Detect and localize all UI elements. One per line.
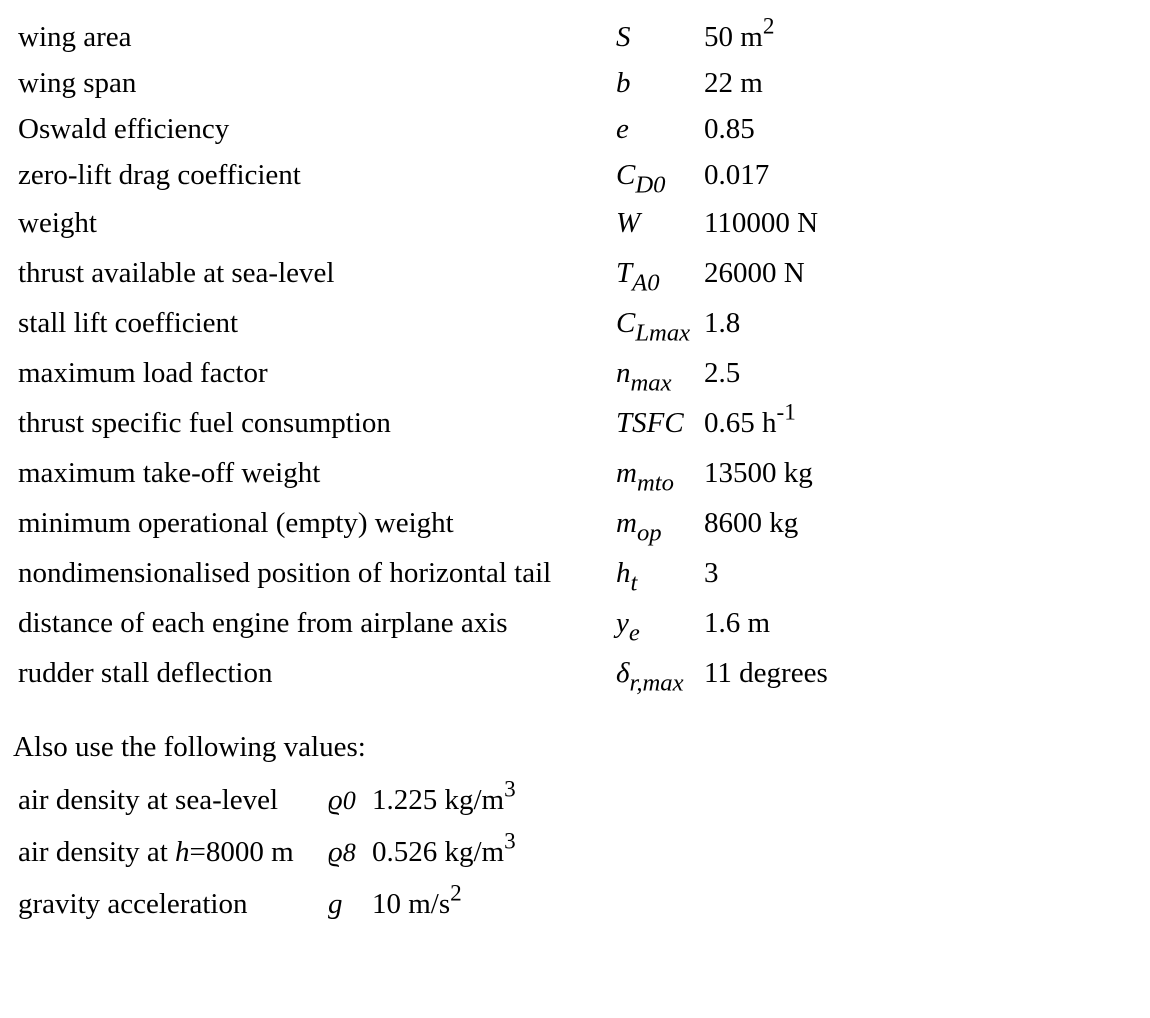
symbol-subscript: D0 [635,171,666,199]
label-variable: h [175,835,190,868]
parameter-label: distance of each engine from airplane axis [18,606,508,639]
value-text: 1.8 [704,306,741,339]
symbol-base: C [616,306,636,339]
value-exponent: 3 [504,775,516,802]
constant-label [18,826,328,878]
symbol-subscript: e [628,619,640,647]
parameter-symbol [616,14,704,60]
value-text: 22 m [704,66,763,99]
parameter-row [18,106,828,152]
parameter-value [704,448,828,498]
parameter-row [18,298,828,348]
constant-symbol [328,826,372,878]
parameters-table [18,14,828,698]
constant-row [18,774,516,826]
parameter-symbol [616,548,704,598]
parameter-row [18,498,828,548]
parameter-value [704,248,828,298]
symbol-base: C [616,158,636,191]
parameter-row [18,648,828,698]
symbol-subscript: A0 [632,269,660,297]
symbol-subscript: t [630,569,638,597]
value-text: 110000 N [704,206,819,239]
parameter-value [704,14,828,60]
constant-value [372,826,516,878]
constant-row [18,826,516,878]
symbol-base: y [616,606,629,639]
parameter-symbol [616,106,704,152]
symbol-subscript: 0 [342,785,356,815]
parameter-value [704,298,828,348]
value-text: 0.526 kg/m [372,835,505,868]
constants-table [18,774,516,930]
parameter-label: nondimensionalised position of horizontal tail [18,556,552,589]
symbol-base: T [616,256,633,289]
value-text: 0.85 [704,112,755,145]
symbol-base: m [616,456,637,489]
symbol-subscript: op [636,519,662,547]
value-exponent: 2 [450,879,462,906]
parameter-symbol [616,348,704,398]
value-text: 3 [704,556,719,589]
symbol-base: g [328,887,343,920]
parameter-row [18,348,828,398]
constant-value [372,774,516,826]
parameter-label: minimum operational (empty) weight [18,506,454,539]
parameter-row [18,198,828,248]
symbol-base: TSFC [616,406,684,439]
symbol-base: ϱ [328,783,343,816]
constant-symbol [328,878,372,930]
value-text: 10 m/s [372,887,451,920]
parameter-label: stall lift coefficient [18,306,239,339]
symbol-base: m [616,506,637,539]
parameter-value [704,598,828,648]
parameter-value [704,348,828,398]
constant-value [372,878,516,930]
value-text: 0.65 h [704,406,777,439]
value-text: 13500 kg [704,456,813,489]
parameter-row [18,548,828,598]
parameter-value [704,106,828,152]
parameter-label: thrust available at sea-level [18,256,335,289]
symbol-base: W [616,206,641,239]
parameter-symbol [616,648,704,698]
parameter-value [704,498,828,548]
symbol-base: S [616,20,631,53]
symbol-subscript: mto [636,469,674,497]
parameter-symbol [616,598,704,648]
symbol-base: ϱ [328,835,343,868]
value-text: 0.017 [704,158,770,191]
parameter-row [18,60,828,106]
parameter-label: wing span [18,66,137,99]
parameter-symbol [616,298,704,348]
parameter-value [704,60,828,106]
parameter-symbol [616,198,704,248]
value-text: 26000 N [704,256,805,289]
parameter-row [18,14,828,60]
label-text: air density at [18,835,176,868]
parameter-row [18,448,828,498]
symbol-subscript: Lmax [635,319,691,347]
constant-label [18,774,328,826]
constant-row [18,878,516,930]
constant-symbol [328,774,372,826]
value-text: 2.5 [704,356,741,389]
parameter-symbol [616,498,704,548]
parameter-label: zero-lift drag coefficient [18,158,301,191]
parameter-row [18,398,828,448]
parameter-symbol [616,398,704,448]
symbol-subscript: max [630,369,672,397]
parameter-value [704,152,828,198]
symbol-base: h [616,556,631,589]
value-exponent: 2 [762,12,775,39]
symbol-subscript: 8 [342,837,356,867]
parameter-label: maximum take-off weight [18,456,321,489]
value-text: 11 degrees [704,656,828,689]
symbol-base: e [616,112,629,145]
value-text: 1.6 m [704,606,771,639]
label-text: air density at sea-level [18,783,279,816]
parameter-row [18,248,828,298]
constant-label [18,878,328,930]
parameter-value [704,398,828,448]
also-use-heading: Also use the following values: [13,731,366,763]
parameter-symbol [616,248,704,298]
parameter-value [704,198,828,248]
parameter-label: rudder stall deflection [18,656,273,689]
value-exponent: 3 [504,827,516,854]
value-exponent: -1 [776,398,796,425]
value-text: 50 m [704,20,763,53]
parameter-label: maximum load factor [18,356,268,389]
symbol-subscript: r,max [629,669,684,697]
parameter-label: wing area [18,20,132,53]
parameter-label: weight [18,206,97,239]
parameter-label: thrust specific fuel consumption [18,406,391,439]
parameter-value [704,548,828,598]
parameter-row [18,152,828,198]
parameter-symbol [616,60,704,106]
parameter-label: Oswald efficiency [18,112,230,145]
parameter-symbol [616,152,704,198]
label-text: gravity acceleration [18,887,248,920]
symbol-base: n [616,356,631,389]
parameter-symbol [616,448,704,498]
label-suffix: =8000 m [189,835,294,868]
symbol-base: δ [616,656,630,689]
symbol-base: b [616,66,631,99]
parameter-value [704,648,828,698]
parameter-row [18,598,828,648]
value-text: 1.225 kg/m [372,783,505,816]
value-text: 8600 kg [704,506,799,539]
